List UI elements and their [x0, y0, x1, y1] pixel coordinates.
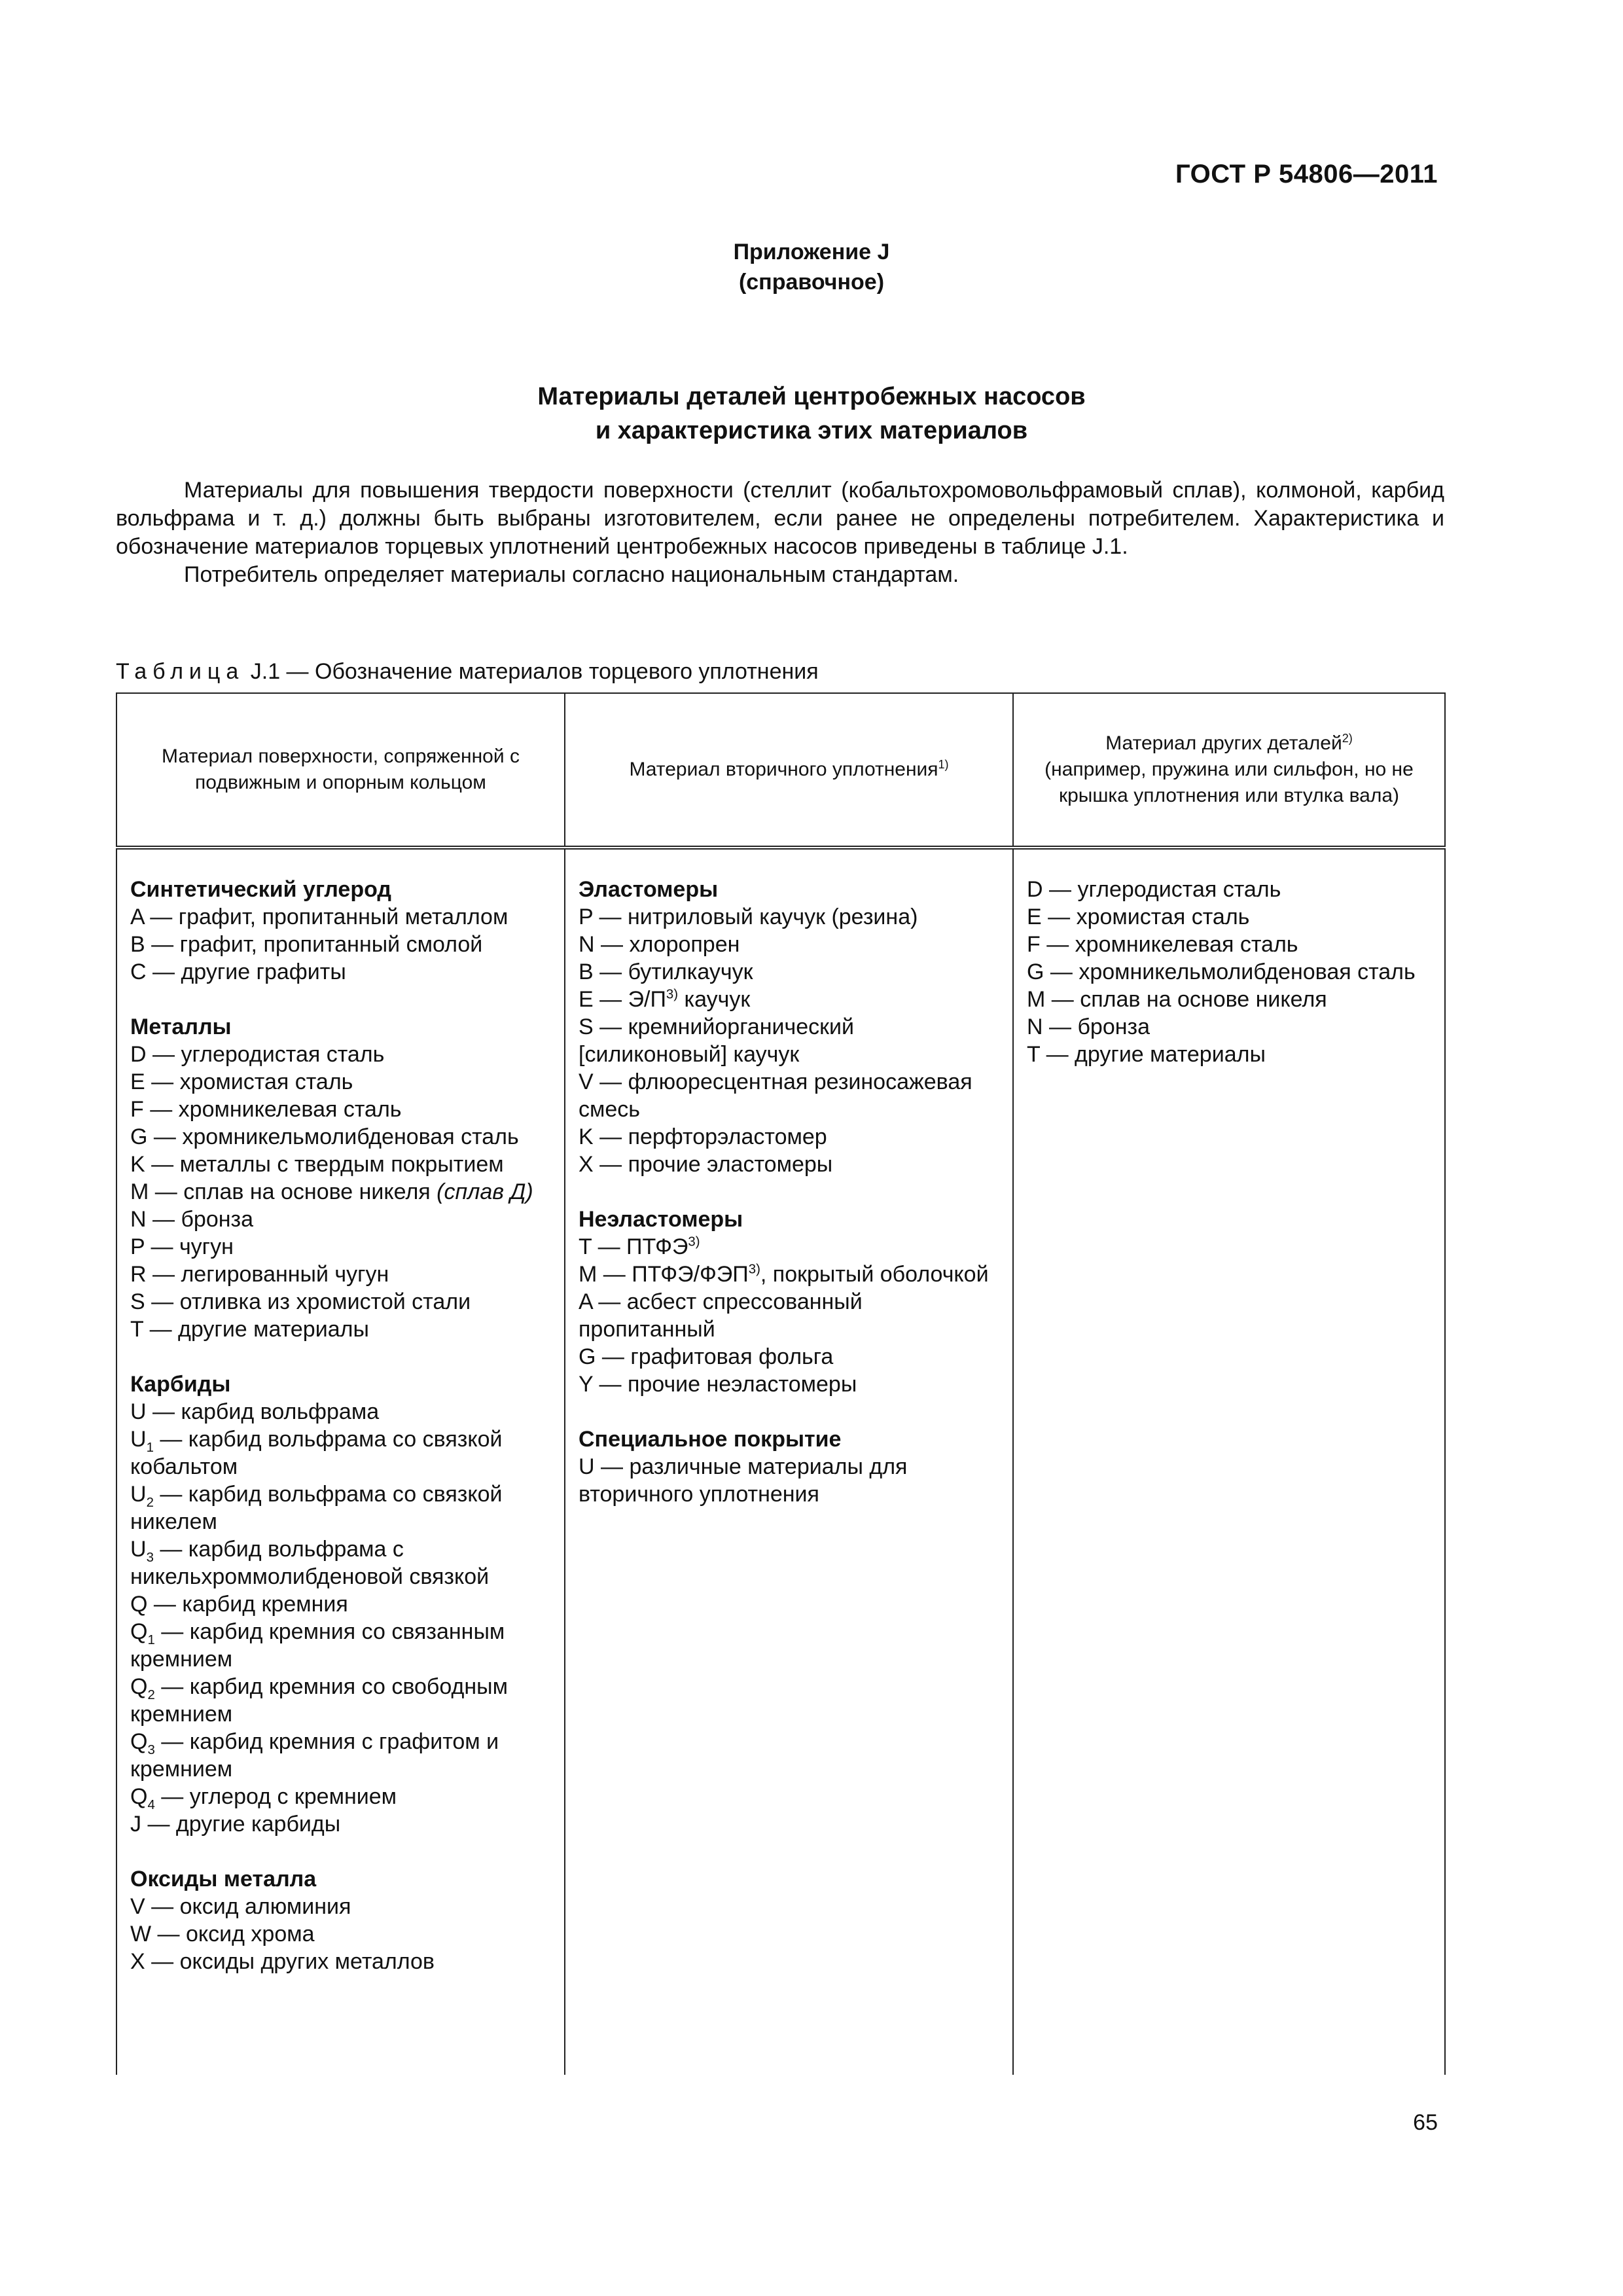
symbol: Q	[130, 1619, 148, 1644]
symbol: U	[130, 1537, 147, 1562]
list-item: C — другие графиты	[130, 960, 346, 984]
list-item: U — различные материалы для вторичного уплотнения	[579, 1454, 908, 1507]
list-item	[130, 1535, 551, 1590]
list-item: V — флюоресцентная резиносажевая смесь	[579, 1069, 972, 1122]
list-item-text: — карбид вольфрама с никельхроммолибденовой связкой	[130, 1537, 490, 1589]
title-line-2: и характеристика этих материалов	[595, 417, 1028, 444]
list-item-text: — карбид кремния с графитом и кремнием	[130, 1729, 499, 1782]
list-item: X — оксиды других металлов	[130, 1949, 435, 1974]
symbol: Q	[130, 1729, 148, 1754]
list-item	[130, 1178, 551, 1206]
subscript: 2	[146, 1495, 154, 1510]
page-number: 65	[1413, 2110, 1438, 2135]
group-title-synthetic-carbon: Синтетический углерод	[130, 877, 391, 902]
list-item: D — углеродистая сталь	[1027, 877, 1281, 902]
list-item: A — графит, пропитанный металлом	[130, 905, 508, 929]
intro-paragraph-2: Потребитель определяет материалы согласно национальным стандартам.	[184, 562, 959, 587]
table-caption-prefix: Таблица	[116, 659, 245, 684]
table-caption	[116, 658, 819, 685]
subscript: 1	[147, 1632, 155, 1647]
list-item: P — нитриловый каучук (резина)	[579, 905, 918, 929]
list-item: N — хлоропрен	[579, 932, 740, 957]
appendix-heading	[0, 237, 1623, 297]
list-item: K — металлы с твердым покрытием	[130, 1152, 504, 1177]
list-item: G — графитовая фольга	[579, 1344, 834, 1369]
list-item-text: — карбид вольфрама со связкой никелем	[130, 1482, 503, 1534]
list-item: W — оксид хрома	[130, 1922, 315, 1946]
group-title-elastomers: Эластомеры	[579, 877, 719, 902]
symbol: U	[130, 1427, 147, 1452]
footnote-ref: 3)	[666, 987, 679, 1002]
header-cell-other-parts	[1013, 693, 1445, 848]
list-item-text: M — сплав на основе никеля	[130, 1179, 437, 1204]
list-item: N — бронза	[130, 1207, 254, 1232]
symbol: Q	[130, 1784, 148, 1809]
list-item-text: — карбид кремния со свободным кремнием	[130, 1674, 508, 1727]
symbol: Q	[130, 1674, 148, 1699]
cell-secondary-seal-materials	[565, 848, 1013, 2075]
list-item: G — хромникельмолибденовая сталь	[130, 1124, 519, 1149]
subscript: 2	[147, 1687, 155, 1702]
cell-other-parts-materials	[1013, 848, 1445, 2075]
list-item	[130, 1783, 551, 1810]
list-item	[579, 1233, 999, 1261]
list-item-text: E — Э/П	[579, 987, 666, 1012]
list-item: J — другие карбиды	[130, 1812, 341, 1837]
list-item: R — легированный чугун	[130, 1262, 389, 1287]
subscript: 1	[146, 1440, 154, 1455]
list-item: P — чугун	[130, 1234, 234, 1259]
materials-table	[116, 692, 1446, 2075]
list-item: D — углеродистая сталь	[130, 1042, 385, 1067]
list-item: S — отливка из хромистой стали	[130, 1289, 471, 1314]
list-item	[130, 1480, 551, 1535]
header-other-text: Материал других деталей	[1105, 732, 1342, 754]
subscript: 3	[146, 1550, 154, 1565]
symbol: U	[130, 1482, 147, 1507]
list-item: T — другие материалы	[130, 1317, 369, 1342]
table-header-row	[116, 693, 1445, 848]
list-item	[579, 1261, 999, 1288]
table-caption-text: J.1 — Обозначение материалов торцевого уплотнения	[244, 659, 819, 684]
list-item: Y — прочие неэластомеры	[579, 1372, 857, 1397]
list-item: S — кремнийорганический [силиконовый] каучук	[579, 1014, 855, 1067]
list-item: V — оксид алюминия	[130, 1894, 351, 1919]
list-item: B — бутилкаучук	[579, 960, 753, 984]
list-item: M — сплав на основе никеля	[1027, 987, 1327, 1012]
list-item: Q — карбид кремния	[130, 1592, 348, 1617]
footnote-ref: 1)	[938, 758, 949, 771]
list-item: A — асбест спрессованный пропитанный	[579, 1289, 863, 1342]
intro-paragraph-1: Материалы для повышения твердости поверхности (стеллит (кобальтохромовольфрамовый сплав), колмоной, карбид вольфрама и т. д.) должны быть выбраны изготовителем, если ранее не определены потребителем. Характеристика и обозначение материалов торцевых уплотнений центробежных насосов приведены в таблице J.1.	[116, 478, 1444, 559]
list-item: G — хромникельмолибденовая сталь	[1027, 960, 1416, 984]
list-item: B — графит, пропитанный смолой	[130, 932, 483, 957]
list-item-text: — углерод с кремнием	[154, 1784, 397, 1809]
list-item-text: каучук	[678, 987, 751, 1012]
list-item	[579, 986, 999, 1013]
list-item: N — бронза	[1027, 1014, 1150, 1039]
appendix-label: Приложение J	[733, 240, 890, 264]
list-item: K — перфторэластомер	[579, 1124, 827, 1149]
header-cell-mating-surface: Материал поверхности, сопряженной с подвижным и опорным кольцом	[116, 693, 565, 848]
cell-mating-materials	[116, 848, 565, 2075]
group-title-carbides: Карбиды	[130, 1372, 231, 1397]
subscript: 3	[147, 1742, 155, 1757]
group-title-metals: Металлы	[130, 1014, 232, 1039]
list-item	[130, 1728, 551, 1783]
title-line-1: Материалы деталей центробежных насосов	[537, 383, 1086, 410]
header-other-note: (например, пружина или сильфон, но не крышка уплотнения или втулка вала)	[1044, 759, 1414, 806]
list-item-text: M — ПТФЭ/ФЭП	[579, 1262, 749, 1287]
list-item	[130, 1618, 551, 1673]
list-item: E — хромистая сталь	[1027, 905, 1250, 929]
list-item	[130, 1426, 551, 1480]
header-secondary-text: Материал вторичного уплотнения	[629, 759, 938, 780]
intro-text	[116, 476, 1444, 589]
list-item: U — карбид вольфрама	[130, 1399, 380, 1424]
footnote-ref: 2)	[1342, 732, 1353, 745]
list-item-italic: (сплав Д)	[437, 1179, 533, 1204]
header-cell-secondary-seal	[565, 693, 1013, 848]
list-item	[130, 1673, 551, 1728]
footnote-ref: 3)	[748, 1262, 760, 1277]
standard-number: ГОСТ Р 54806—2011	[1175, 160, 1438, 188]
group-title-non-elastomers: Неэластомеры	[579, 1207, 743, 1232]
group-title-special-coating: Специальное покрытие	[579, 1427, 842, 1452]
footnote-ref: 3)	[688, 1234, 700, 1249]
list-item: F — хромникелевая сталь	[1027, 932, 1298, 957]
list-item: E — хромистая сталь	[130, 1069, 353, 1094]
subscript: 4	[147, 1797, 155, 1812]
list-item-text: , покрытый оболочкой	[760, 1262, 989, 1287]
list-item: T — другие материалы	[1027, 1042, 1266, 1067]
list-item-text: — карбид кремния со связанным кремнием	[130, 1619, 505, 1672]
list-item: X — прочие эластомеры	[579, 1152, 833, 1177]
appendix-note: (справочное)	[738, 270, 885, 295]
group-title-metal-oxides: Оксиды металла	[130, 1867, 317, 1892]
list-item: F — хромникелевая сталь	[130, 1097, 402, 1122]
document-title	[0, 380, 1623, 448]
list-item-text: T — ПТФЭ	[579, 1234, 688, 1259]
list-item-text: — карбид вольфрама со связкой кобальтом	[130, 1427, 503, 1479]
table-body-row	[116, 848, 1445, 2075]
